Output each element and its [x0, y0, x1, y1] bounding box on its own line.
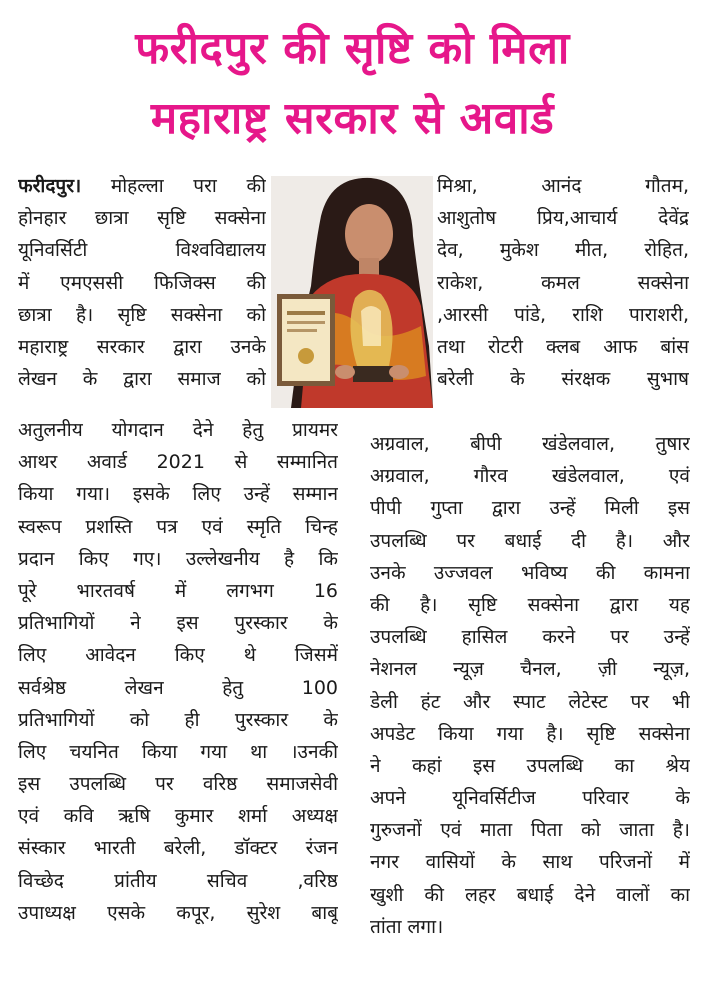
- awardee-photo: [271, 176, 433, 408]
- article-line: विच्छेद प्रांतीय सचिव ,वरिष्ठ: [18, 869, 338, 892]
- article-line: यूनिवर्सिटी विश्वविद्यालय: [18, 239, 266, 262]
- article-line: अग्रवाल, गौरव खंडेलवाल, एवं: [370, 465, 690, 488]
- article-line: में एमएससी फिजिक्स की: [18, 271, 266, 294]
- headline-line-2: महाराष्ट्र सरकार से अवार्ड: [150, 93, 555, 144]
- article-line: किया गया। इसके लिए उन्हें सम्मान: [18, 483, 338, 506]
- article-line: डेली हंट और स्पाट लेटेस्ट पर भी: [370, 690, 690, 713]
- article-line: महाराष्ट्र सरकार द्वारा उनके: [18, 335, 266, 358]
- article-line: नेशनल न्यूज़ चैनल, ज़ी न्यूज़,: [370, 658, 690, 681]
- headline: [0, 14, 705, 154]
- article-line: बरेली के संरक्षक सुभाष: [437, 368, 689, 391]
- article-line: देव, मुकेश मीत, रोहित,: [437, 239, 689, 262]
- article-line: अपडेट किया गया है। सृष्टि सक्सेना: [370, 722, 690, 745]
- article-line: उपाध्यक्ष एसके कपूर, सुरेश बाबू: [18, 901, 338, 924]
- article-line: इस उपलब्धि पर वरिष्ठ समाजसेवी: [18, 773, 338, 796]
- article-line: राकेश, कमल सक्सेना: [437, 271, 689, 294]
- article-line: की है। सृष्टि सक्सेना द्वारा यह: [370, 593, 690, 616]
- dateline: फरीदपुर।: [18, 175, 82, 197]
- article-line: मिश्रा, आनंद गौतम,: [437, 175, 689, 197]
- article-line: सर्वश्रेष्ठ लेखन हेतु 100: [18, 676, 338, 699]
- article-left-bottom: [18, 414, 338, 929]
- article-line: संस्कार भारती बरेली, डॉक्टर रंजन: [18, 837, 338, 860]
- article-line: खुशी की लहर बधाई देने वालों का: [370, 883, 690, 906]
- article-line: प्रदान किए गए। उल्लेखनीय है कि: [18, 547, 338, 570]
- article-line: लिए चयनित किया गया था ।उनकी: [18, 740, 338, 763]
- article-line: उपलब्धि पर बधाई दी है। और: [370, 529, 690, 552]
- article-text: मोहल्ला परा की: [81, 175, 266, 197]
- article-line: तांता लगा।: [370, 915, 444, 938]
- article-right-top: [437, 170, 689, 395]
- article-line: प्रतिभागियों को ही पुरस्कार के: [18, 708, 338, 731]
- article-line: आथर अवार्ड 2021 से सम्मानित: [18, 451, 338, 474]
- article-line: तथा रोटरी क्लब आफ बांस: [437, 335, 689, 358]
- article-line: छात्रा है। सृष्टि सक्सेना को: [18, 303, 266, 326]
- article-line: ,आरसी पांडे, राशि पाराशरी,: [437, 303, 689, 326]
- article-line: होनहार छात्रा सृष्टि सक्सेना: [18, 207, 266, 230]
- article-line: पूरे भारतवर्ष में लगभग 16: [18, 579, 338, 602]
- awardee-photo-illustration: [271, 176, 433, 408]
- article-line: प्रतिभागियों ने इस पुरस्कार के: [18, 612, 338, 635]
- article-line: उनके उज्जवल भविष्य की कामना: [370, 561, 690, 584]
- article-right-bottom: [370, 428, 690, 943]
- article-line: अपने यूनिवर्सिटीज परिवार के: [370, 787, 690, 810]
- article-line: अतुलनीय योगदान देने हेतु प्रायमर: [18, 419, 338, 441]
- article-line: लेखन के द्वारा समाज को: [18, 368, 266, 391]
- article-line: उपलब्धि हासिल करने पर उन्हें: [370, 626, 690, 649]
- article-line: आशुतोष प्रिय,आचार्य देवेंद्र: [437, 207, 689, 230]
- article-line: ने कहां इस उपलब्धि का श्रेय: [370, 754, 690, 777]
- article-line: लिए आवेदन किए थे जिसमें: [18, 644, 338, 667]
- article-line: गुरुजनों एवं माता पिता को जाता है।: [370, 819, 690, 842]
- article-line: पीपी गुप्ता द्वारा उन्हें मिली इस: [370, 497, 690, 520]
- article-left-top: [18, 170, 266, 395]
- article-line: स्वरूप प्रशस्ति पत्र एवं स्मृति चिन्ह: [18, 515, 338, 538]
- article-line: एवं कवि ऋषि कुमार शर्मा अध्यक्ष: [18, 805, 338, 828]
- article-line: नगर वासियों के साथ परिजनों में: [370, 851, 690, 874]
- headline-line-1: फरीदपुर की सृष्टि को मिला: [135, 23, 570, 74]
- article-line: अग्रवाल, बीपी खंडेलवाल, तुषार: [370, 433, 690, 455]
- article-line: [18, 170, 266, 202]
